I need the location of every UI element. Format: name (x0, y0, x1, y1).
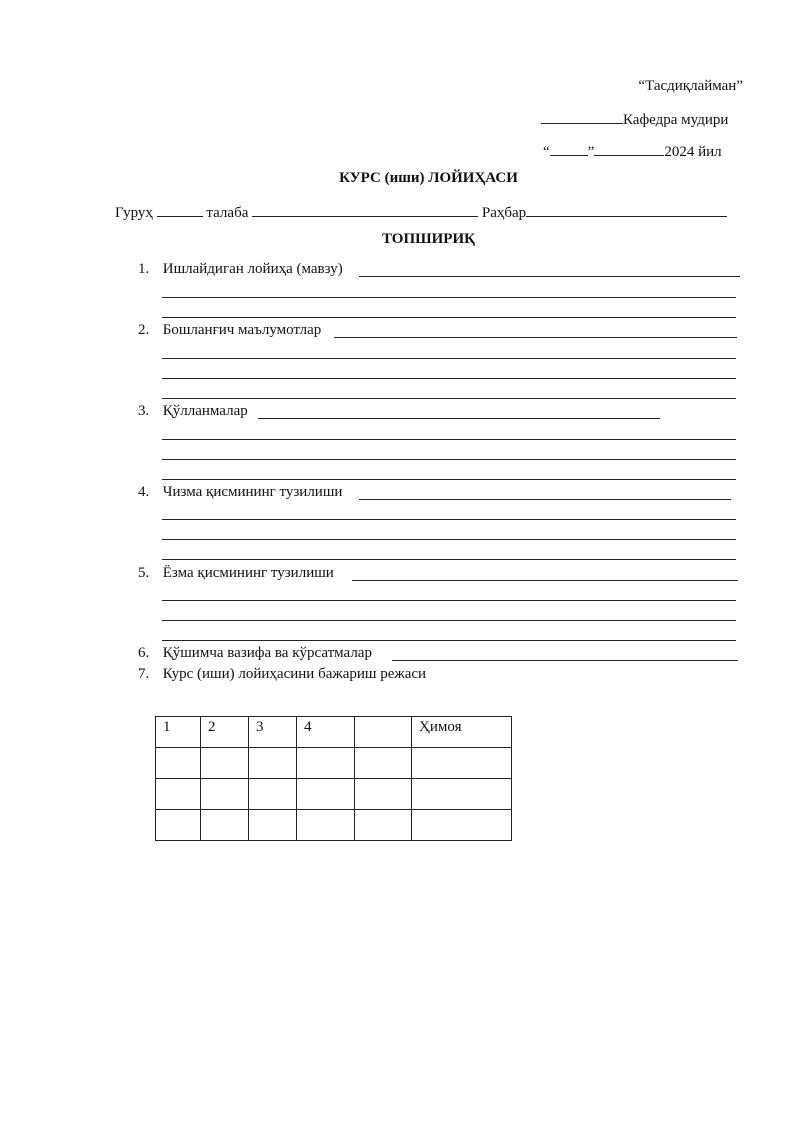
table-cell (297, 779, 355, 810)
list-item (138, 565, 334, 582)
answer-line (392, 660, 738, 661)
answer-line (162, 539, 736, 540)
answer-line (359, 499, 731, 500)
list-item (138, 666, 426, 683)
table-row (156, 748, 512, 779)
item-number: 2. (138, 322, 150, 338)
table-cell (355, 748, 412, 779)
table-header-cell (355, 717, 412, 748)
table-cell (249, 748, 297, 779)
answer-line (162, 317, 736, 318)
group-label: Гуруҳ (115, 205, 153, 221)
list-item (138, 322, 321, 339)
list-item (138, 484, 342, 501)
table-cell (355, 779, 412, 810)
table-cell (355, 810, 412, 841)
table-header-cell: 1 (156, 717, 201, 748)
list-item (138, 645, 372, 662)
signature-blank (541, 108, 623, 124)
head-of-department-label: Кафедра мудири (623, 112, 729, 128)
answer-line (334, 337, 737, 338)
item-number: 7. (138, 666, 150, 682)
table-cell (156, 810, 201, 841)
answer-line (359, 276, 740, 277)
student-label: талаба (206, 205, 249, 221)
table-cell (249, 810, 297, 841)
year-label: 2024 йил (664, 144, 722, 160)
answer-line (162, 620, 736, 621)
table-header-cell: Ҳимоя (412, 717, 512, 748)
table-header-cell: 4 (297, 717, 355, 748)
date-quote-open: “ (543, 144, 550, 160)
approval-date (543, 140, 722, 161)
item-label: Қўшимча вазифа ва кўрсатмалар (162, 645, 372, 661)
item-number: 3. (138, 403, 150, 419)
table-header-cell: 2 (201, 717, 249, 748)
answer-line (162, 378, 736, 379)
item-number: 4. (138, 484, 150, 500)
answer-line (162, 358, 736, 359)
table-cell (412, 810, 512, 841)
table-row (156, 810, 512, 841)
table-cell (297, 810, 355, 841)
answer-line (162, 519, 736, 520)
assignment-title: ТОПШИРИҚ (382, 231, 475, 247)
table-cell (412, 748, 512, 779)
supervisor-blank (526, 201, 727, 217)
answer-line (162, 459, 736, 460)
item-label: Бошланғич маълумотлар (162, 322, 322, 338)
table-cell (249, 779, 297, 810)
table-cell (201, 748, 249, 779)
group-blank (157, 201, 203, 217)
table-cell (201, 779, 249, 810)
student-blank (252, 201, 478, 217)
student-info-row (115, 201, 727, 222)
list-item (138, 261, 343, 278)
table-cell (156, 748, 201, 779)
item-number: 1. (138, 261, 150, 277)
date-quote-close: ” (587, 144, 595, 160)
supervisor-label: Раҳбар (481, 205, 527, 221)
item-label: Курс (иши) лойиҳасини бажариш режаси (162, 666, 427, 682)
table-cell (412, 779, 512, 810)
table-cell (201, 810, 249, 841)
answer-line (162, 297, 736, 298)
table-cell (156, 779, 201, 810)
answer-line (162, 640, 736, 641)
answer-line (162, 439, 736, 440)
table-header-row (156, 717, 512, 748)
answer-line (162, 398, 736, 399)
item-number: 5. (138, 565, 150, 581)
item-label: Ишлайдиган лойиҳа (мавзу) (162, 261, 343, 277)
answer-line (352, 580, 738, 581)
head-of-department-line (541, 108, 728, 129)
approval-stamp: “Тасдиқлайман” (638, 78, 743, 94)
answer-line (258, 418, 660, 419)
month-blank (594, 140, 664, 156)
list-item (138, 403, 248, 420)
table-row (156, 779, 512, 810)
schedule-table (155, 716, 512, 841)
item-label: Қўлланмалар (162, 403, 248, 419)
answer-line (162, 600, 736, 601)
day-blank (550, 140, 588, 156)
item-label: Ёзма қисмининг тузилиши (162, 565, 334, 581)
item-number: 6. (138, 645, 150, 661)
document-title: КУРС (иши) ЛОЙИҲАСИ (339, 170, 518, 186)
answer-line (162, 559, 736, 560)
table-header-cell: 3 (249, 717, 297, 748)
answer-line (162, 479, 736, 480)
item-label: Чизма қисмининг тузилиши (162, 484, 343, 500)
table-cell (297, 748, 355, 779)
